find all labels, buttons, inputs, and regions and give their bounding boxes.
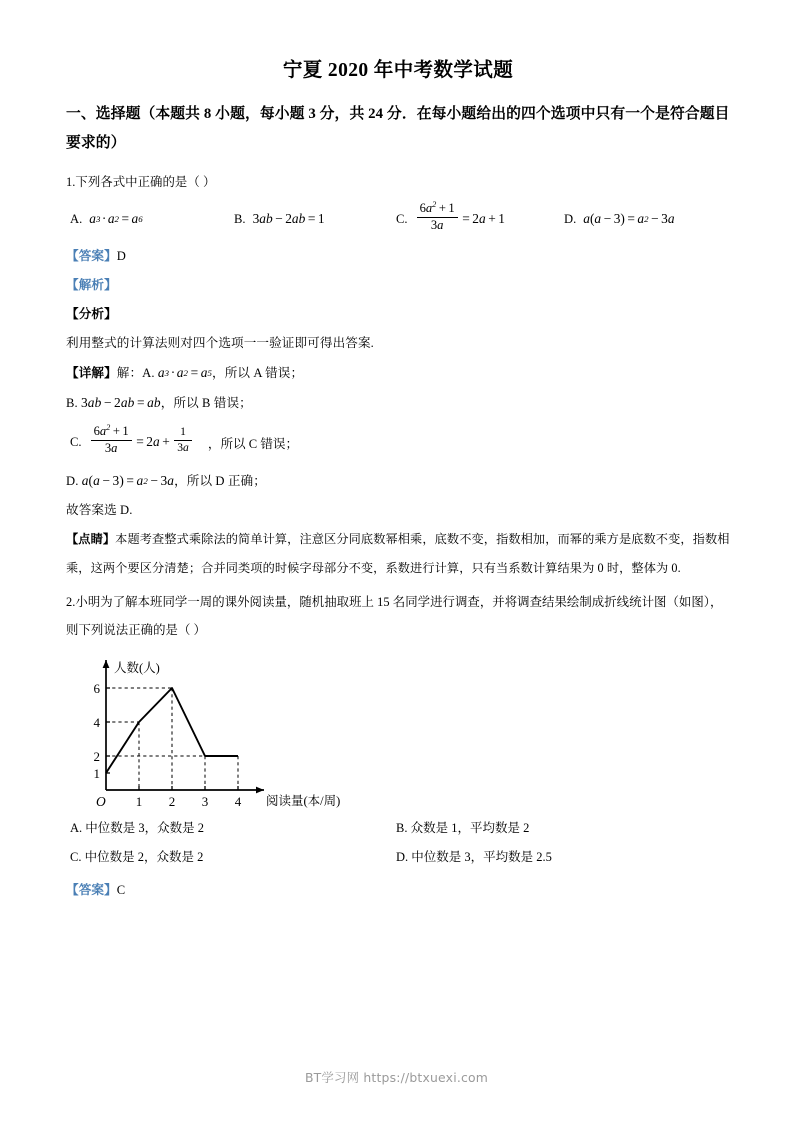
option-c-expression: $\frac{6a^2 + 1}{3a}$ = 2 a + 1 — [415, 204, 505, 233]
explanation-label: 【解析】 — [66, 278, 117, 292]
question-1-detail-step-b — [66, 388, 730, 418]
keypoint-text: 本题考查整式乘除法的简单计算，注意区分同底数幂相乘，底数不变，指数相加，而幂的乘方是底数不变，指数相乘，这两个要区分清楚；合并同类项的时候字母部分不变，系数进行计算，只有当系数计算结果为 0 时，整体为 0. — [66, 532, 730, 575]
question-1-answer-line — [66, 242, 730, 271]
page-title: 宁夏 2020 年中考数学试题 — [282, 60, 514, 81]
step-b-expression: 3 ab − 2 ab = ab — [81, 395, 161, 410]
question-2-answer-value: C — [116, 883, 126, 897]
step-b-note: ，所以 B 错误； — [160, 396, 252, 410]
section-heading: 一、选择题（本题共 8 小题，每小题 3 分，共 24 分．在每小题给出的四个选项中只有一个是符合题目要求的） — [66, 106, 730, 151]
y-tick-2: 2 — [93, 749, 100, 764]
question-2-option-c[interactable] — [70, 847, 203, 865]
question-1-analysis-text: 利用整式的计算法则对四个选项一一验证即可得出答案. — [66, 336, 374, 350]
question-1-detail-step-a — [66, 358, 730, 388]
keypoint-label: 【点睛】 — [66, 532, 116, 546]
question-1-answer-value: D — [116, 249, 126, 263]
question-1-analysis-line — [66, 300, 730, 329]
option-b-label: B. — [234, 211, 246, 226]
step-d-note: ，所以 D 正确； — [174, 474, 266, 488]
chart-x-tick-labels — [136, 794, 242, 808]
detail-label: 【详解】 — [66, 366, 117, 380]
step-c-expression: $\frac{6a^2 + 1}{3a}$ = 2 a + $\frac{1}{3a}$ — [89, 427, 194, 456]
x-tick-1: 1 — [135, 794, 143, 808]
option-c-label: C. — [396, 211, 408, 226]
chart-origin-label: O — [96, 794, 106, 808]
q2-option-a-label: A. — [70, 821, 83, 835]
step-a-note: ，所以 A 错误； — [212, 366, 304, 380]
step-a-expression: a 3 · a 2 = a 5 — [157, 365, 213, 380]
chart-axes — [103, 660, 264, 793]
footer-watermark: BT学习网 https://btxuexi.com — [304, 1070, 489, 1085]
question-2-options-row-2 — [66, 847, 730, 876]
option-b-expression: 3 ab − 2 ab = 1 — [252, 211, 325, 226]
question-1-option-b[interactable] — [234, 196, 325, 242]
option-a-expression: a 3 · a 2 = a 6 — [89, 211, 143, 226]
step-c-label: C. — [70, 434, 82, 449]
detail-prefix: 解： — [116, 366, 143, 380]
question-1-detail-step-c — [66, 418, 730, 466]
q2-option-c-text: 中位数是 2，众数是 2 — [84, 850, 204, 864]
y-tick-1: 1 — [93, 766, 100, 781]
q2-option-c-label: C. — [70, 850, 82, 864]
question-1-keypoint — [66, 525, 730, 582]
x-tick-2: 2 — [168, 794, 176, 808]
step-a-label: A. — [142, 366, 155, 380]
x-tick-4: 4 — [234, 794, 242, 808]
question-2-answer-line — [66, 876, 730, 905]
step-c-note: ，所以 C 错误； — [207, 436, 299, 451]
x-tick-3: 3 — [201, 794, 209, 808]
line-chart-figure — [74, 648, 374, 808]
analysis-label: 【分析】 — [66, 307, 117, 321]
q2-option-a-text: 中位数是 3，众数是 2 — [85, 821, 205, 835]
y-tick-4: 4 — [93, 715, 100, 730]
chart-y-axis-label: 人数(人) — [114, 661, 160, 675]
line-chart-svg — [74, 648, 374, 808]
step-d-expression: a ( a − 3 ) = a 2 − 3 a — [81, 473, 175, 488]
q2-option-d-label: D. — [396, 850, 409, 864]
step-d-label: D. — [66, 474, 79, 488]
q2-option-b-label: B. — [396, 821, 408, 835]
chart-guides — [106, 688, 238, 790]
step-b-label: B. — [66, 396, 78, 410]
page-content — [66, 54, 730, 905]
question-1-option-d[interactable] — [564, 196, 675, 242]
question-1-detail-step-d — [66, 466, 730, 496]
option-d-label: D. — [564, 211, 577, 226]
option-a-label: A. — [70, 211, 83, 226]
y-tick-6: 6 — [93, 681, 100, 696]
question-2-option-d[interactable] — [396, 847, 552, 865]
q2-option-b-text: 众数是 1，平均数是 2 — [410, 821, 530, 835]
option-d-expression: a ( a − 3 ) = a 2 − 3 a — [583, 211, 675, 226]
question-2-stem: 2.小明为了解本班同学一周的课外阅读量，随机抽取班上 15 名同学进行调查，并将调查结果绘制成折线统计图（如图），则下列说法正确的是（ ） — [66, 595, 723, 637]
question-1-explanation-line — [66, 271, 730, 300]
answer-label: 【答案】 — [66, 249, 117, 263]
question-1-conclusion: 故答案选 D. — [66, 503, 133, 517]
question-2-option-b[interactable] — [396, 818, 529, 836]
chart-x-axis-label: 阅读量(本/周) — [266, 794, 341, 808]
question-2-options-row-1 — [66, 818, 730, 847]
question-1-stem: 1.下列各式中正确的是（ ） — [66, 175, 216, 189]
q2-option-d-text: 中位数是 3，平均数是 2.5 — [411, 850, 552, 864]
question-2-option-a[interactable] — [70, 818, 204, 836]
chart-y-tick-labels — [94, 681, 101, 781]
question-1-option-a[interactable] — [70, 196, 143, 242]
question-1-option-c[interactable] — [396, 196, 505, 242]
answer-label: 【答案】 — [66, 883, 117, 897]
question-1-options — [66, 196, 730, 242]
